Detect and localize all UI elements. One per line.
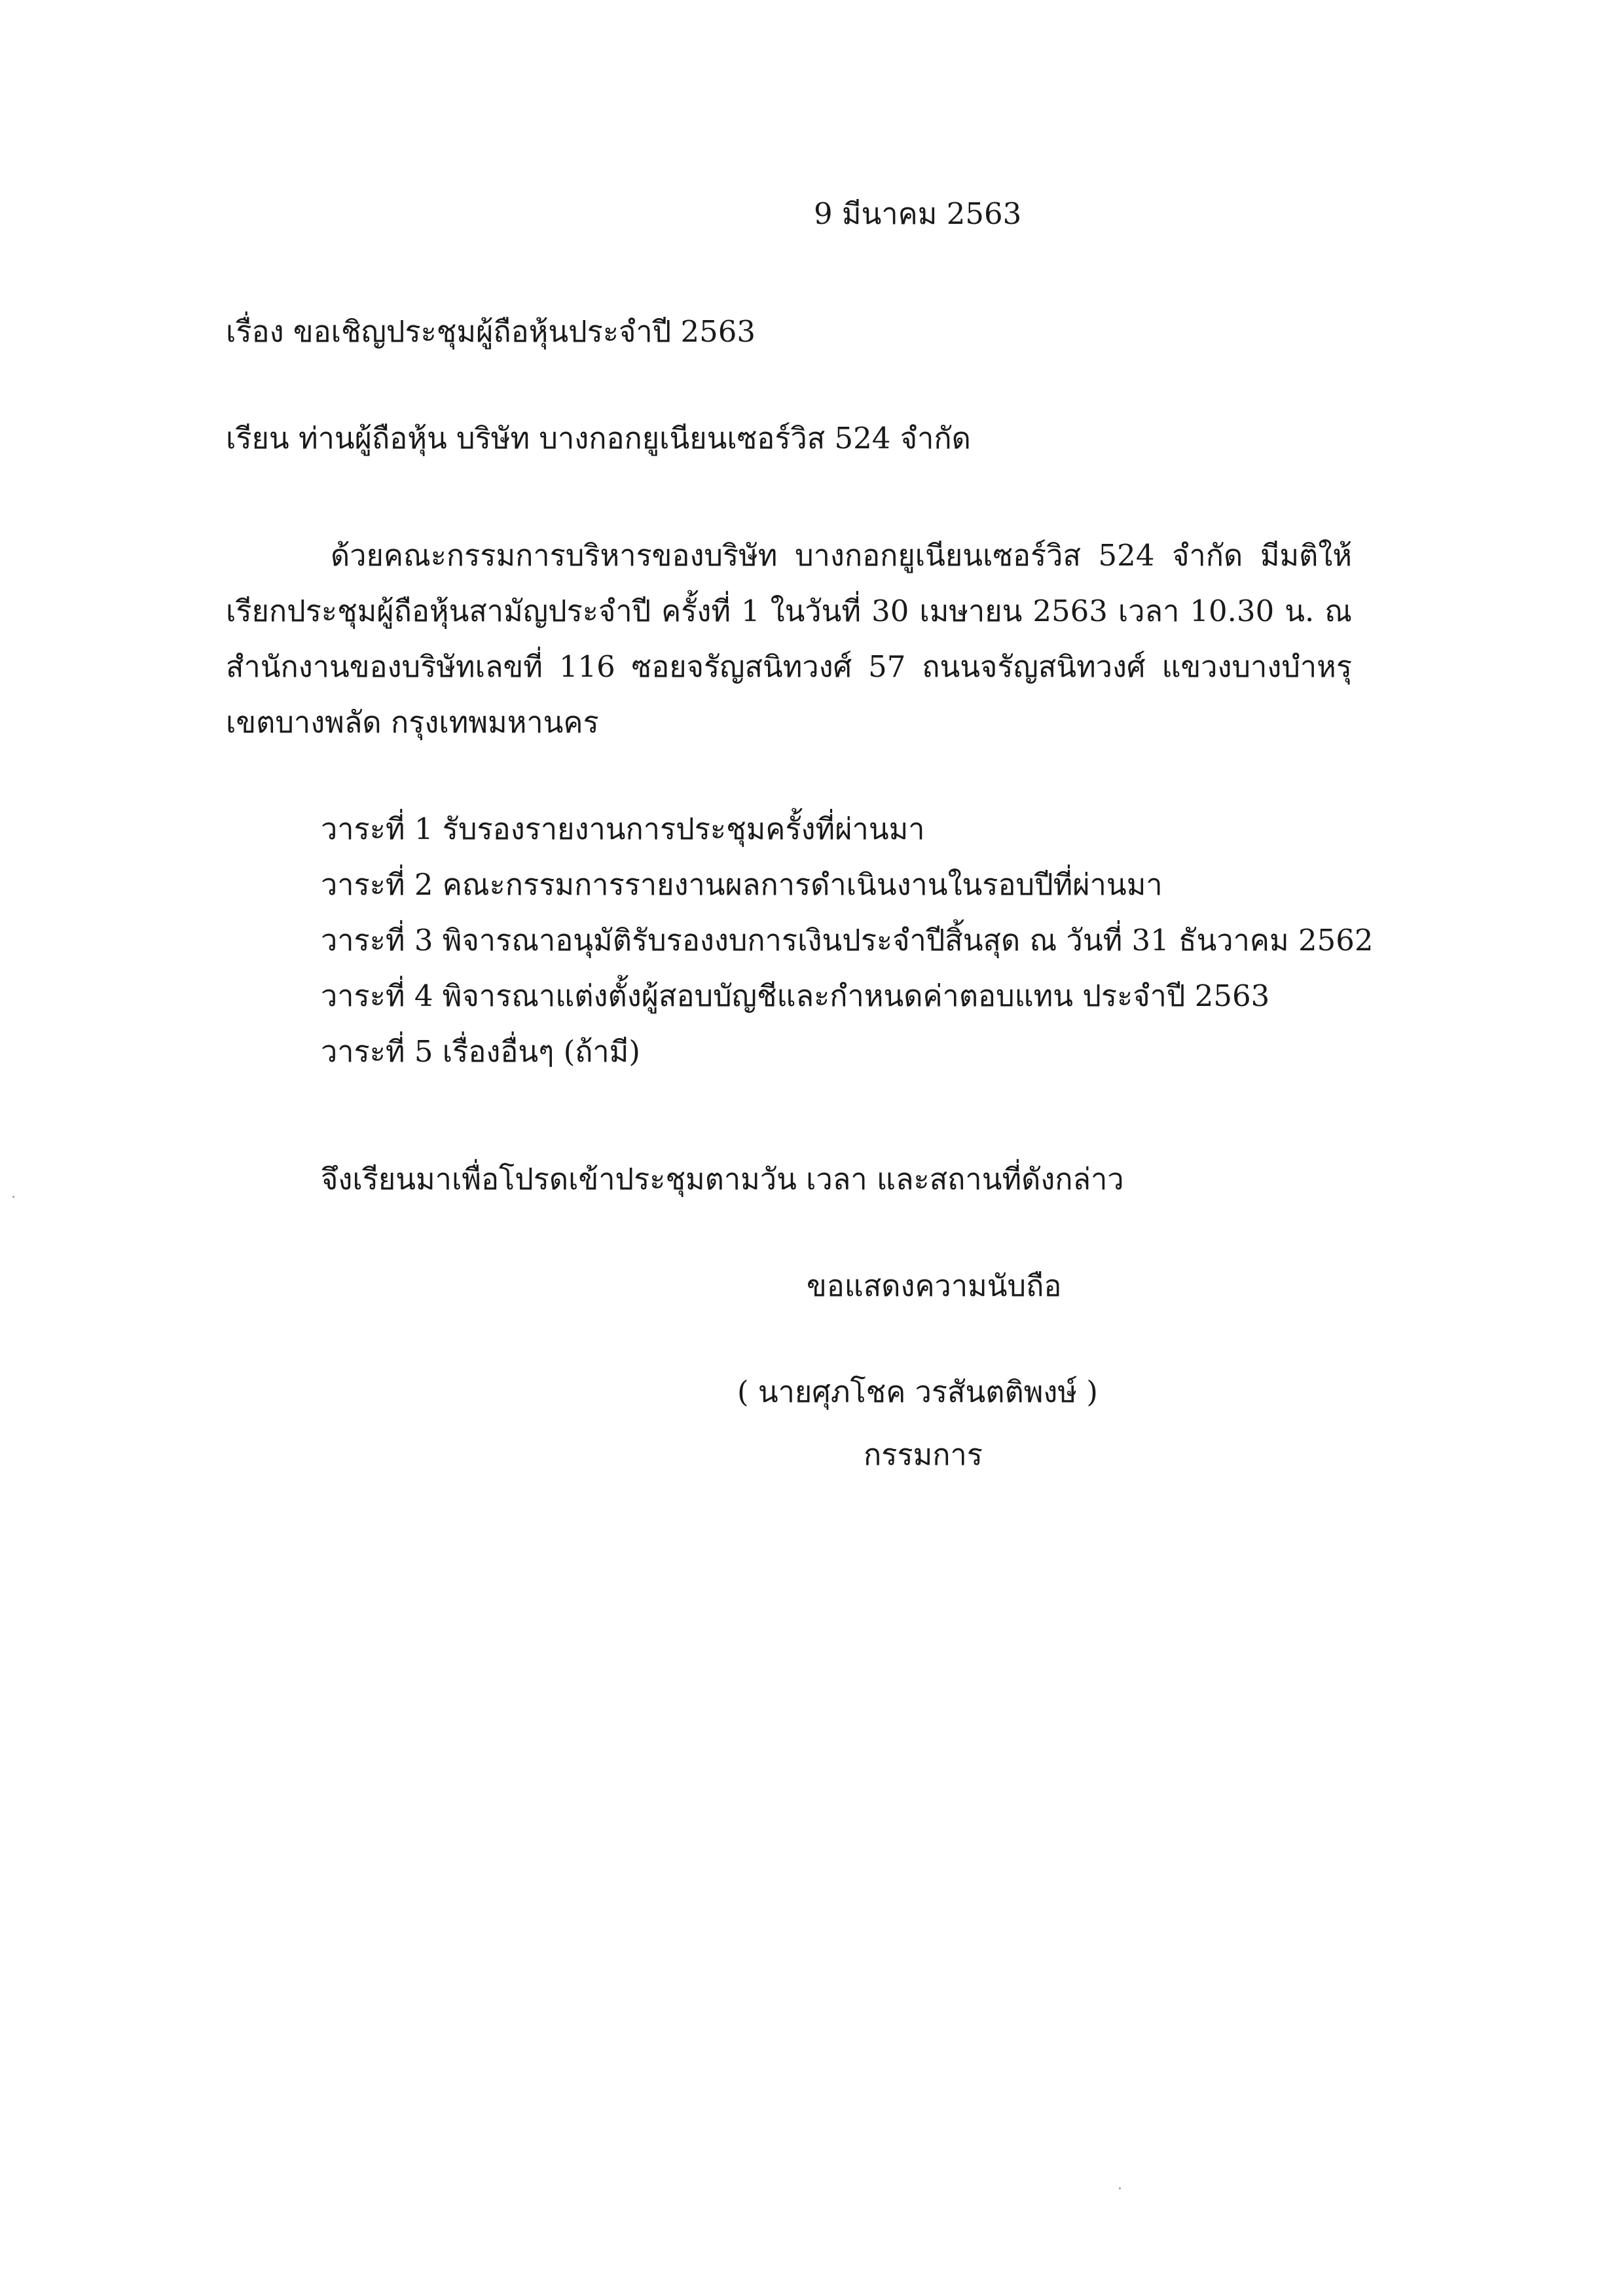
regards: ขอแสดงความนับถือ	[807, 1268, 1062, 1303]
agenda-list	[321, 812, 1373, 1090]
signer-name: ( นายศุภโชค วรสันตติพงษ์ )	[737, 1374, 1098, 1409]
agenda-item: วาระที่ 5 เรื่องอื่นๆ (ถ้ามี)	[321, 1034, 640, 1069]
agenda-item: วาระที่ 4 พิจารณาแต่งตั้งผู้สอบบัญชีและกำหนดค่าตอบแทน ประจำปี 2563	[321, 978, 1270, 1013]
signer-position: กรรมการ	[864, 1437, 983, 1472]
scan-speck	[1119, 2187, 1121, 2189]
letter-recipient: เรียน ท่านผู้ถือหุ้น บริษัท บางกอกยูเนียนเซอร์วิส 524 จำกัด	[226, 421, 971, 456]
closing-sentence: จึงเรียนมาเพื่อโปรดเข้าประชุมตามวัน เวลา และสถานที่ดังกล่าว	[321, 1162, 1124, 1196]
letter-date: 9 มีนาคม 2563	[814, 196, 1022, 231]
body-paragraph: ด้วยคณะกรรมการบริหารของบริษัท บางกอกยูเนียนเซอร์วิส 524 จำกัด มีมติให้เรียกประชุมผู้ถือหุ้นสามัญประจำปี ครั้งที่ 1 ในวันที่ 30 เมษายน 2563 เวลา 10.30 น. ณ สำนักงานของบริษัทเลขที่ 116 ซอยจรัญสนิทวงศ์ 57 ถนนจรัญสนิทวงศ์ แขวงบางบำหรุ เขตบางพลัด กรุงเทพมหานคร	[226, 538, 1352, 740]
scan-speck	[12, 1196, 14, 1198]
agenda-item: วาระที่ 3 พิจารณาอนุมัติรับรองงบการเงินประจำปีสิ้นสุด ณ วันที่ 31 ธันวาคม 2562	[321, 923, 1374, 958]
letter-subject: เรื่อง ขอเชิญประชุมผู้ถือหุ้นประจำปี 2563	[226, 314, 756, 349]
agenda-item: วาระที่ 2 คณะกรรมการรายงานผลการดำเนินงานในรอบปีที่ผ่านมา	[321, 867, 1163, 902]
agenda-item: วาระที่ 1 รับรองรายงานการประชุมครั้งที่ผ่านมา	[321, 812, 925, 846]
